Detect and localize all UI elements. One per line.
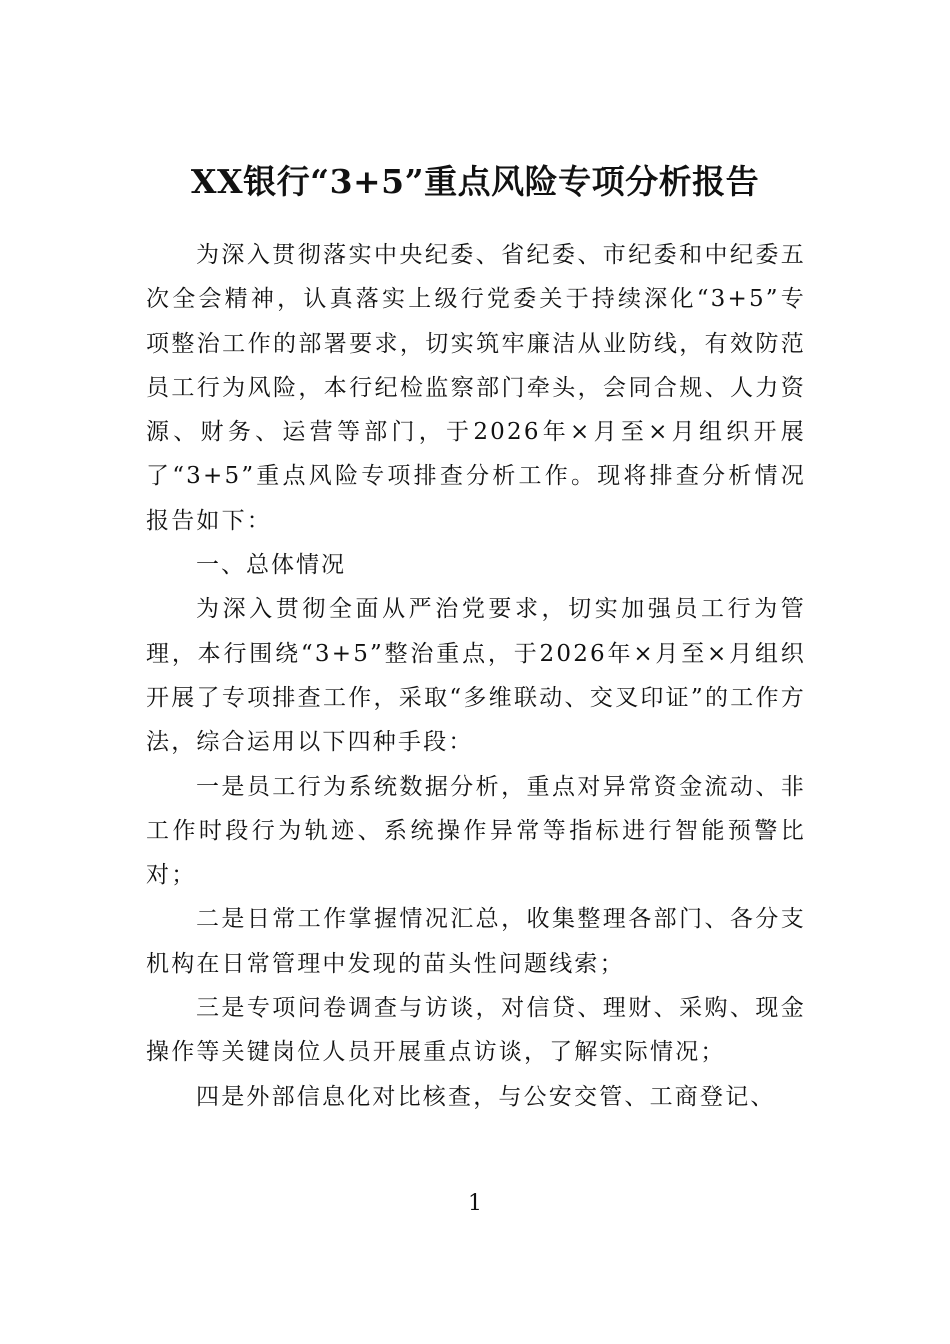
document-body	[146, 233, 806, 1119]
method-item-2: 二是日常工作掌握情况汇总，收集整理各部门、各分支机构在日常管理中发现的苗头性问题线索；	[146, 906, 806, 977]
section-heading: 一、总体情况	[196, 552, 346, 579]
page-number: 1	[468, 1191, 482, 1216]
document-title: XX银行“3+5”重点风险专项分析报告	[190, 162, 760, 201]
intro-paragraph: 为深入贯彻落实中央纪委、省纪委、市纪委和中纪委五次全会精神，认真落实上级行党委关于持续深化“3+5”专项整治工作的部署要求，切实筑牢廉洁从业防线，有效防范员工行为风险，本行纪检监察部门牵头，会同合规、人力资源、财务、运营等部门，于2026年×月至×月组织开展了“3+5”重点风险专项排查分析工作。现将排查分析情况报告如下：	[146, 242, 806, 534]
method-item-4: 四是外部信息化对比核查，与公安交管、工商登记、	[196, 1083, 776, 1110]
section-paragraph: 为深入贯彻全面从严治党要求，切实加强员工行为管理，本行围绕“3+5”整治重点，于2026年×月至×月组织开展了专项排查工作，采取“多维联动、交叉印证”的工作方法，综合运用以下四种手段：	[146, 596, 806, 756]
method-item-1: 一是员工行为系统数据分析，重点对异常资金流动、非工作时段行为轨迹、系统操作异常等指标进行智能预警比对；	[146, 773, 806, 889]
method-item-3: 三是专项问卷调查与访谈，对信贷、理财、采购、现金操作等关键岗位人员开展重点访谈，了解实际情况；	[146, 995, 806, 1066]
